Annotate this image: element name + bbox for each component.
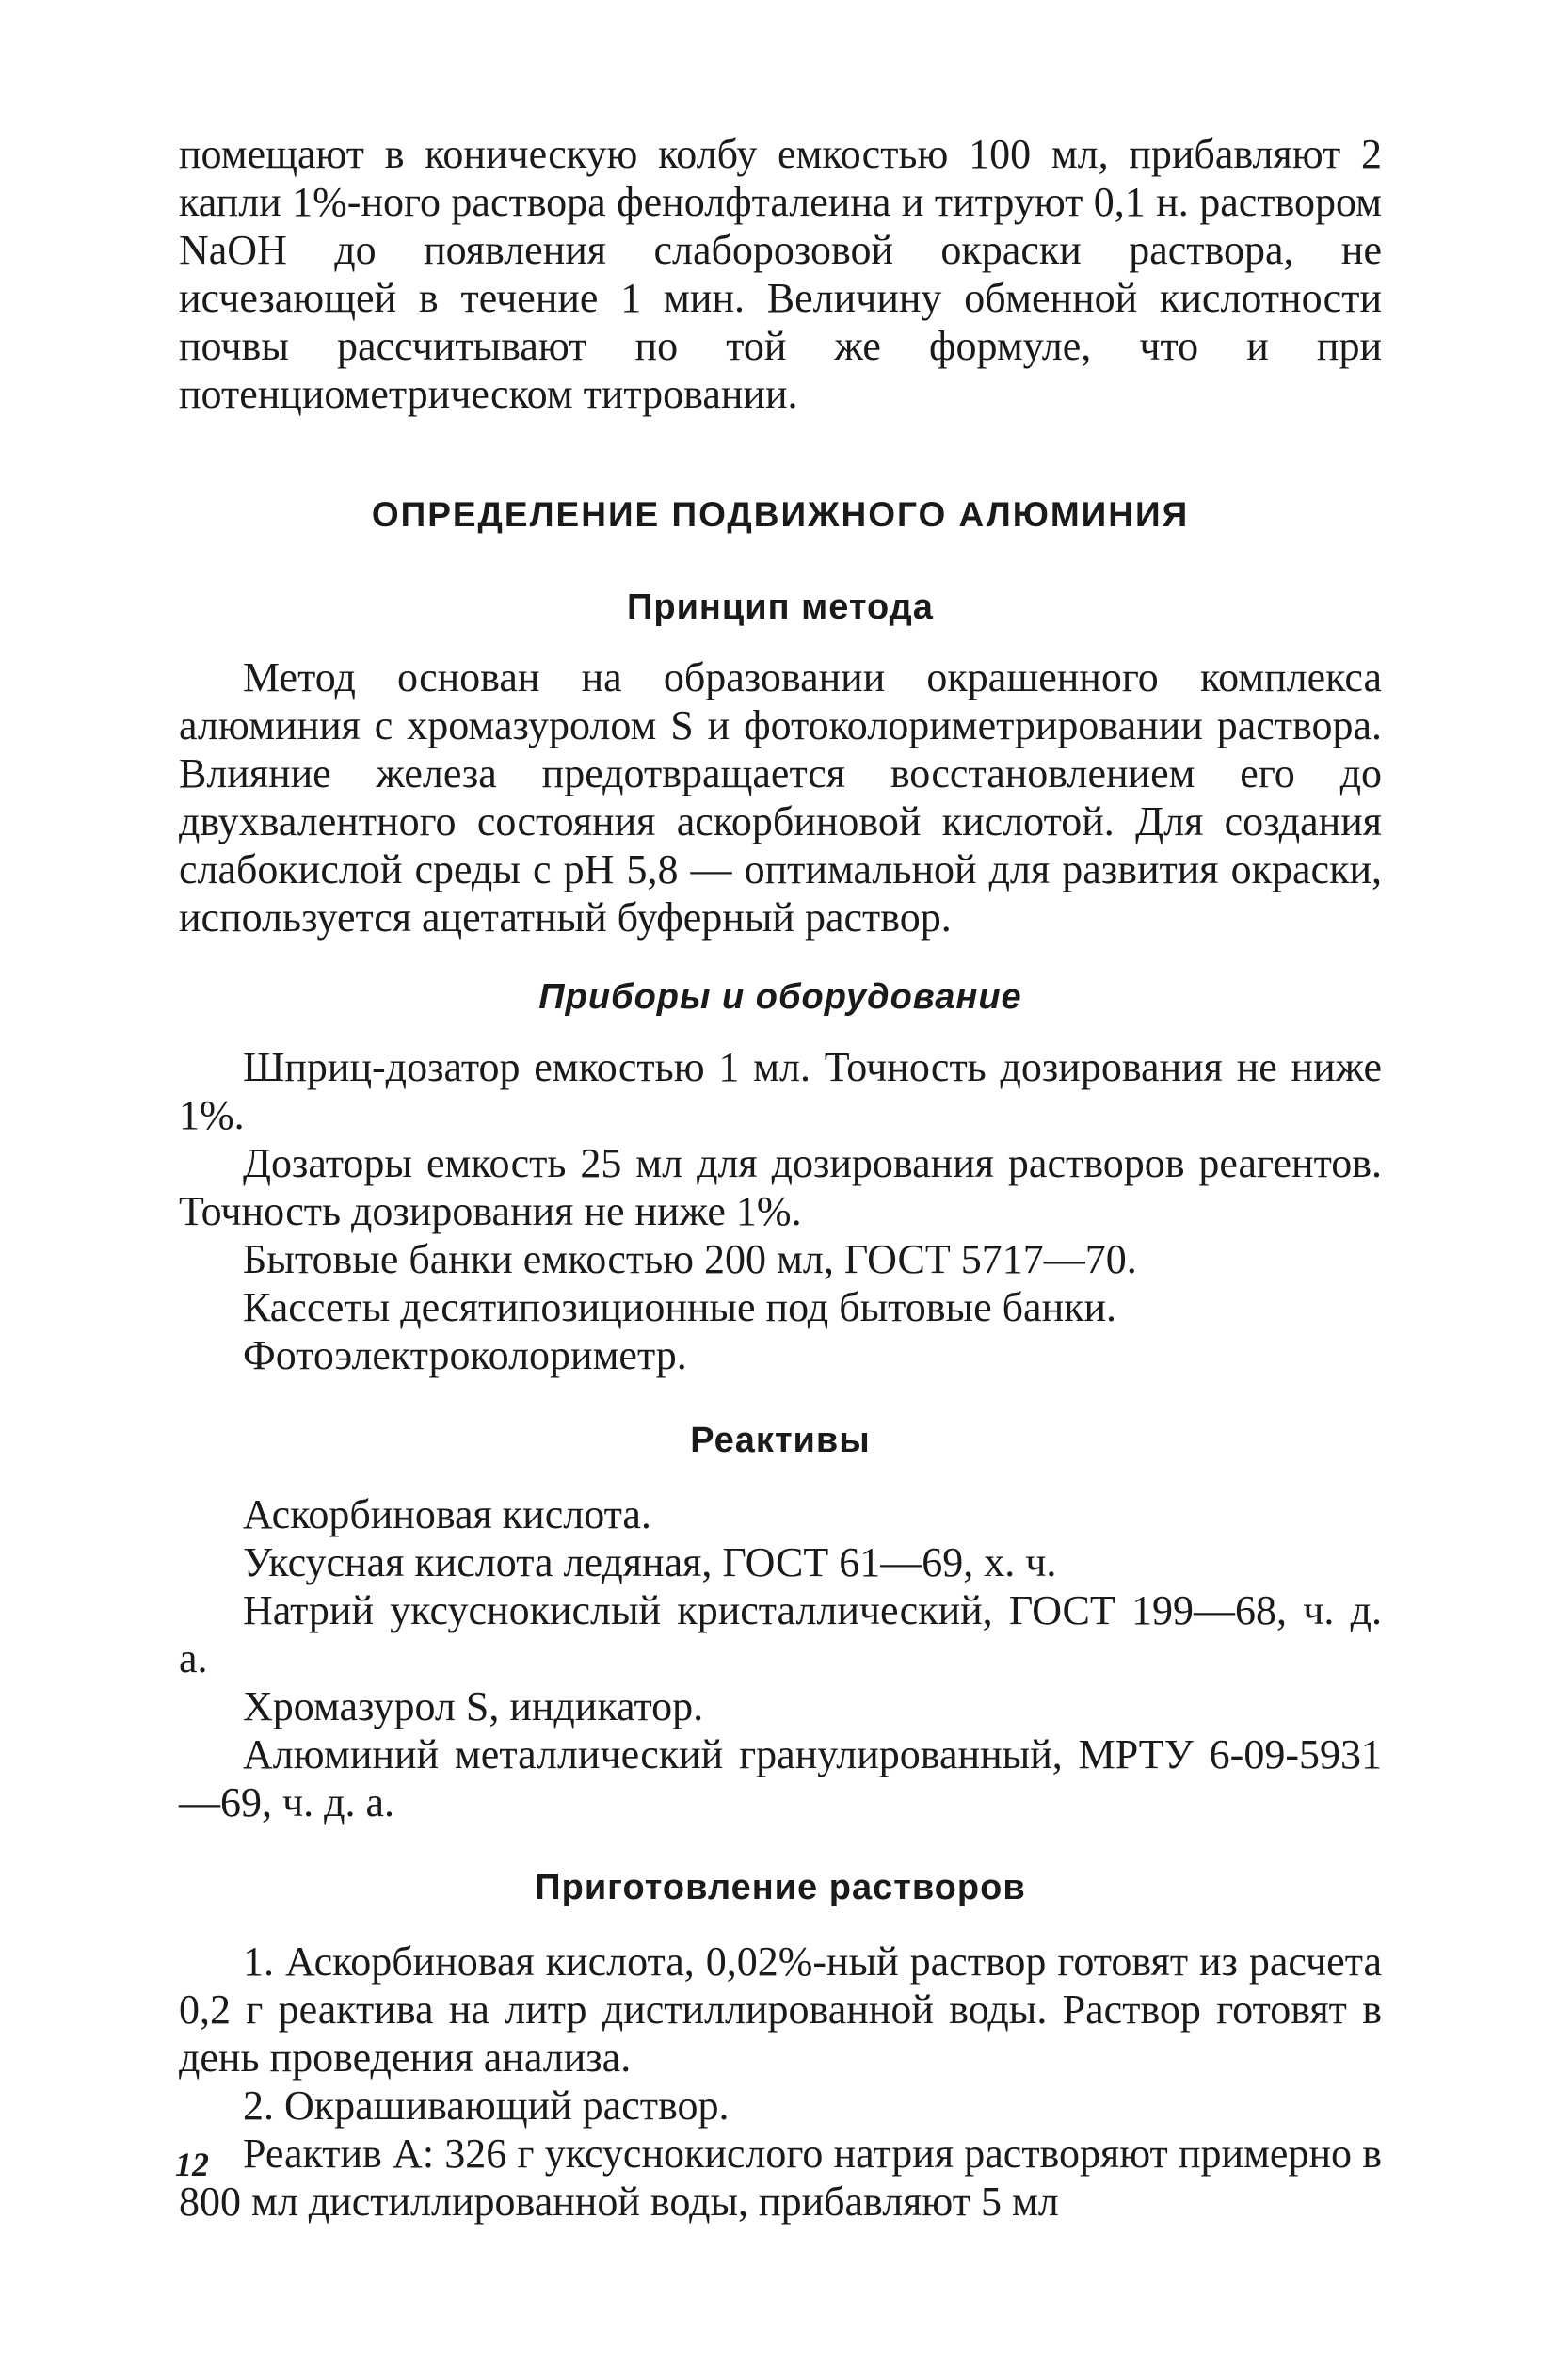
equipment-item: Фотоэлектроколориметр. — [243, 1332, 687, 1378]
reagent-item: Аскорбиновая кислота. — [243, 1491, 651, 1537]
solution-item: 2. Окрашивающий раствор. — [243, 2082, 730, 2129]
page-number: 12 — [175, 2146, 209, 2183]
solution-item: 1. Аскорбиновая кислота, 0,02%-ный раствор готовят из расчета 0,2 г реактива на литр дистиллированной воды. Раствор готовят в день проведения анализа. — [179, 1938, 1382, 2081]
equipment-item: Кассеты десятипозиционные под бытовые банки. — [243, 1284, 1117, 1330]
equipment-heading: Приборы и оборудование — [538, 977, 1022, 1017]
section-title: ОПРЕДЕЛЕНИЕ ПОДВИЖНОГО АЛЮМИНИЯ — [371, 495, 1190, 534]
equipment-item: Шприц-дозатор емкостью 1 мл. Точность дозирования не ниже 1%. — [179, 1044, 1382, 1138]
equipment-item: Дозаторы емкость 25 мл для дозирования растворов реагентов. Точность дозирования не ниже 1%. — [179, 1140, 1382, 1234]
solution-item: Реактив А: 326 г уксуснокислого натрия растворяют примерно в 800 мл дистиллированной воды, прибавляют 5 мл — [179, 2131, 1382, 2225]
reagent-item: Натрий уксуснокислый кристаллический, ГОСТ 199—68, ч. д. а. — [179, 1587, 1382, 1681]
reagent-item: Хромазурол S, индикатор. — [243, 1683, 704, 1729]
reagents-heading: Реактивы — [690, 1421, 871, 1460]
solutions-heading: Приготовление растворов — [535, 1868, 1026, 1907]
page-content — [179, 130, 1382, 2226]
reagent-item: Уксусная кислота ледяная, ГОСТ 61—69, х. ч. — [243, 1539, 1057, 1585]
principle-paragraph: Метод основан на образовании окрашенного комплекса алюминия с хромазуролом S и фотоколориметрировании раствора. Влияние железа предотвращается восстановлением его до двухвалентного состояния аскорбиновой кислотой. Для создания слабокислой среды с pH 5,8 — оптимальной для развития окраски, используется ацетатный буферный раствор. — [179, 654, 1382, 941]
equipment-item: Бытовые банки емкостью 200 мл, ГОСТ 5717—70. — [243, 1236, 1137, 1282]
intro-paragraph: помещают в коническую колбу емкостью 100 мл, прибавляют 2 капли 1%-ного раствора фенолфталеина и титруют 0,1 н. раствором NaOH до появления слаборозовой окраски раствора, не исчезающей в течение 1 мин. Величину обменной кислотности почвы рассчитывают по той же формуле, что и при потенциометрическом титровании. — [179, 131, 1382, 417]
principle-heading: Принцип метода — [627, 587, 934, 627]
reagent-item: Алюминий металлический гранулированный, МРТУ 6-09-5931—69, ч. д. а. — [179, 1731, 1382, 1825]
